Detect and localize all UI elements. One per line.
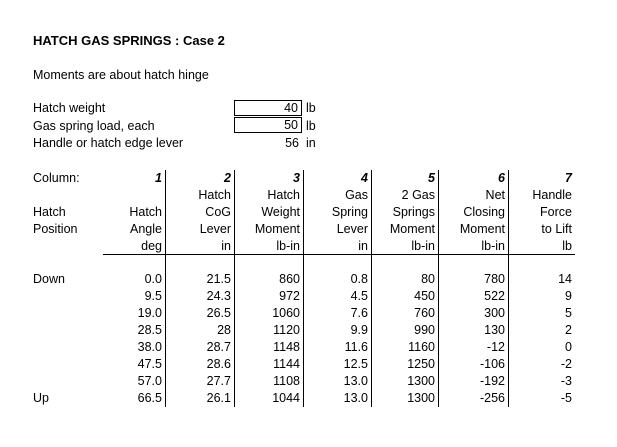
table-cell[interactable]: 130: [484, 323, 505, 337]
column-header-line: Moment: [254, 222, 300, 236]
column-number: 4: [361, 171, 368, 185]
table-cell[interactable]: 14: [558, 272, 572, 286]
sheet-subtitle: Moments are about hatch hinge: [33, 68, 209, 82]
table-cell[interactable]: 27.7: [206, 374, 231, 388]
table-cell[interactable]: 19.0: [137, 306, 162, 320]
header-underline: [166, 254, 234, 255]
column-header-line: Closing: [463, 205, 505, 219]
table-cell[interactable]: 1148: [273, 340, 300, 354]
row-position-label: Up: [33, 391, 49, 405]
table-cell[interactable]: 990: [414, 323, 435, 337]
table-cell[interactable]: -192: [479, 374, 505, 388]
position-header-2: Position: [33, 222, 78, 236]
table-cell[interactable]: 57.0: [137, 374, 162, 388]
table-cell[interactable]: 1060: [272, 306, 300, 320]
param-unit: in: [306, 136, 316, 150]
column-header-line: Lever: [336, 222, 368, 236]
table-cell[interactable]: 21.5: [206, 272, 231, 286]
table-cell[interactable]: 1300: [407, 374, 435, 388]
table-cell[interactable]: 1250: [407, 357, 435, 371]
table-cell[interactable]: 47.5: [137, 357, 162, 371]
table-column-3: [235, 170, 304, 407]
table-cell[interactable]: 9.9: [350, 323, 368, 337]
table-cell[interactable]: 760: [414, 306, 435, 320]
table-cell[interactable]: -5: [560, 391, 572, 405]
table-cell[interactable]: 7.6: [350, 306, 368, 320]
position-header-1: Hatch: [33, 205, 66, 219]
column-header-line: lb-in: [481, 239, 505, 253]
table-cell[interactable]: 26.5: [206, 306, 231, 320]
results-table: [33, 170, 578, 410]
table-cell[interactable]: 1300: [407, 391, 435, 405]
table-cell[interactable]: 0: [565, 340, 572, 354]
table-cell[interactable]: 26.1: [206, 391, 231, 405]
table-cell[interactable]: 1144: [273, 357, 300, 371]
column-header-line: Hatch: [267, 188, 300, 202]
param-label-handle-lever: Handle or hatch edge lever: [33, 136, 184, 150]
table-cell[interactable]: 28.6: [206, 357, 231, 371]
param-label-hatch-weight: Hatch weight: [33, 101, 106, 115]
header-underline: [372, 254, 438, 255]
column-label: Column:: [33, 171, 80, 185]
column-header-line: Weight: [261, 205, 300, 219]
row-position-label: Down: [33, 272, 65, 286]
header-underline: [103, 254, 165, 255]
table-cell[interactable]: 13.0: [343, 391, 368, 405]
table-cell[interactable]: 11.6: [344, 340, 368, 354]
gas-spring-load-input[interactable]: 50: [234, 117, 302, 133]
column-header-line: Force: [540, 205, 572, 219]
table-cell[interactable]: 24.3: [206, 289, 231, 303]
table-cell[interactable]: 66.5: [137, 391, 162, 405]
param-label-gas-spring-load: Gas spring load, each: [33, 119, 155, 133]
column-number: 3: [293, 171, 300, 185]
table-cell[interactable]: -12: [486, 340, 505, 354]
table-column-6: [439, 170, 509, 407]
table-cell[interactable]: 450: [414, 289, 435, 303]
column-header-line: in: [358, 239, 368, 253]
table-cell[interactable]: 780: [484, 272, 505, 286]
column-header-line: Hatch: [198, 188, 231, 202]
column-header-line: deg: [141, 239, 162, 253]
column-header-line: Angle: [130, 222, 162, 236]
column-number: 6: [498, 171, 505, 185]
header-underline: [509, 254, 575, 255]
column-header-line: Handle: [532, 188, 572, 202]
param-unit: lb: [306, 119, 316, 133]
table-cell[interactable]: 9: [565, 289, 572, 303]
column-header-line: Gas: [345, 188, 368, 202]
sheet-title: HATCH GAS SPRINGS : Case 2: [33, 33, 225, 48]
column-number: 7: [565, 171, 572, 185]
table-cell[interactable]: 9.5: [144, 289, 162, 303]
table-cell[interactable]: 80: [421, 272, 435, 286]
header-underline: [304, 254, 371, 255]
column-number: 2: [224, 171, 231, 185]
table-cell[interactable]: 12.5: [343, 357, 368, 371]
column-header-line: lb-in: [411, 239, 435, 253]
table-cell[interactable]: 0.0: [144, 272, 162, 286]
table-cell[interactable]: -106: [479, 357, 505, 371]
table-cell[interactable]: 860: [279, 272, 300, 286]
table-column-4: [304, 170, 372, 407]
table-cell[interactable]: -3: [560, 374, 572, 388]
table-cell[interactable]: 38.0: [137, 340, 162, 354]
table-cell[interactable]: 28: [217, 323, 231, 337]
column-header-line: lb-in: [276, 239, 300, 253]
column-header-line: lb: [562, 239, 572, 253]
column-number: 1: [155, 171, 162, 185]
table-column-7: [509, 170, 575, 407]
column-header-line: Net: [485, 188, 505, 202]
table-cell[interactable]: 0.8: [350, 272, 368, 286]
handle-lever-value: 56: [285, 136, 299, 150]
header-underline: [439, 254, 508, 255]
column-number: 5: [428, 171, 435, 185]
table-cell[interactable]: 28.5: [137, 323, 162, 337]
table-cell[interactable]: 1044: [272, 391, 300, 405]
column-header-line: in: [221, 239, 231, 253]
column-header-line: 2 Gas: [401, 188, 435, 202]
table-cell[interactable]: 5: [565, 306, 572, 320]
column-header-line: Lever: [199, 222, 231, 236]
table-column-5: [372, 170, 439, 407]
table-column-2: [166, 170, 235, 407]
table-cell[interactable]: 1108: [273, 374, 300, 388]
table-cell[interactable]: 28.7: [206, 340, 231, 354]
table-cell[interactable]: 972: [279, 289, 300, 303]
table-cell[interactable]: 13.0: [343, 374, 368, 388]
column-header-line: Moment: [389, 222, 435, 236]
table-column-1: [103, 170, 166, 407]
table-cell[interactable]: 1120: [273, 323, 300, 337]
table-cell[interactable]: 522: [484, 289, 505, 303]
column-header-line: Hatch: [129, 205, 162, 219]
header-underline: [235, 254, 303, 255]
table-cell[interactable]: -256: [479, 391, 505, 405]
column-header-line: CoG: [205, 205, 231, 219]
param-unit: lb: [306, 101, 316, 115]
column-header-line: to Lift: [541, 222, 572, 236]
table-cell[interactable]: 4.5: [350, 289, 368, 303]
column-header-line: Moment: [459, 222, 505, 236]
table-cell[interactable]: 1160: [408, 340, 435, 354]
table-cell[interactable]: 300: [484, 306, 505, 320]
column-header-line: Spring: [331, 205, 368, 219]
hatch-weight-input[interactable]: 40: [234, 100, 302, 116]
table-cell[interactable]: -2: [560, 357, 572, 371]
table-cell[interactable]: 2: [565, 323, 572, 337]
column-header-line: Springs: [392, 205, 435, 219]
